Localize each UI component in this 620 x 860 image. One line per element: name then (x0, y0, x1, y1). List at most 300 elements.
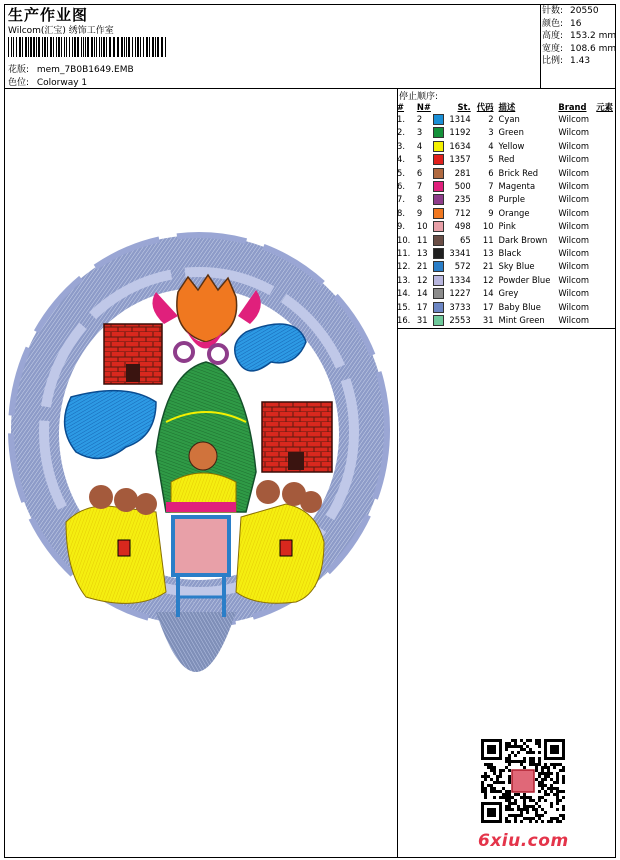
qr-module (502, 793, 505, 796)
qr-module (523, 805, 526, 808)
row-index: 9. (397, 221, 405, 232)
barcode-bar (106, 37, 107, 57)
qr-module (526, 745, 529, 748)
row-index: 1. (397, 114, 405, 124)
row-needle: 5 (416, 154, 423, 165)
qr-module (529, 739, 532, 742)
qr-module (553, 763, 556, 766)
qr-module (508, 781, 511, 784)
qr-module (532, 805, 535, 808)
row-brand: Wilcom (558, 315, 590, 326)
barcode-bar (113, 37, 115, 57)
qr-module (556, 808, 559, 811)
embroidery-design-image (6, 92, 396, 732)
qr-module (541, 814, 544, 817)
row-element (596, 180, 620, 193)
qr-module (538, 775, 541, 778)
stat-height: 高度: 153.2 mm (542, 31, 617, 42)
qr-module (499, 781, 502, 784)
barcode-bar (11, 37, 12, 57)
qr-module (556, 778, 559, 781)
qr-module (508, 769, 511, 772)
row-code: 2 (488, 114, 494, 124)
color-swatch (433, 247, 447, 260)
qr-module (487, 784, 490, 787)
color-swatch (433, 207, 447, 220)
row-needle: 8 (416, 194, 423, 205)
row-stitches: 281 (454, 167, 471, 178)
qr-module (496, 778, 499, 781)
qr-module (526, 811, 529, 814)
row-needle: 4 (416, 140, 423, 151)
row-element (596, 153, 620, 166)
row-element (596, 234, 620, 247)
qr-module (511, 760, 514, 763)
color-swatch (433, 301, 447, 314)
qr-module (544, 766, 547, 769)
qr-center-seal (512, 770, 534, 792)
barcode-bar (149, 37, 150, 57)
barcode-bar (42, 37, 43, 57)
qr-module (529, 799, 532, 802)
qr-module (550, 802, 553, 805)
row-brand: Wilcom (558, 207, 590, 218)
qr-module (529, 820, 532, 823)
row-element (596, 274, 620, 287)
table-row (397, 180, 620, 193)
row-description: Powder Blue (498, 274, 551, 285)
qr-module (514, 799, 517, 802)
qr-module (505, 760, 508, 763)
qr-module (523, 766, 526, 769)
qr-module (514, 745, 517, 748)
qr-module (535, 763, 538, 766)
barcode-bar (83, 37, 84, 57)
barcode-bar (94, 37, 95, 57)
row-stitches: 3341 (449, 248, 471, 259)
row-stitches: 1357 (449, 154, 471, 165)
qr-module (523, 757, 526, 760)
barcode-bar (25, 37, 27, 57)
qr-module (505, 748, 508, 751)
color-swatch (433, 220, 447, 233)
qr-module (550, 778, 553, 781)
qr-module (556, 796, 559, 799)
qr-module (508, 790, 511, 793)
row-index: 16. (397, 315, 411, 326)
row-stitches: 498 (454, 221, 471, 232)
row-stitches: 235 (454, 194, 471, 205)
row-description: Orange (498, 207, 530, 218)
colorway-value: Colorway 1 (36, 78, 88, 88)
qr-module (502, 769, 505, 772)
qr-module (529, 751, 532, 754)
row-description: Grey (498, 288, 519, 299)
qr-module (520, 814, 523, 817)
qr-module (484, 772, 487, 775)
qr-module (532, 808, 535, 811)
qr-module (529, 760, 532, 763)
barcode-bar (126, 37, 127, 57)
row-element (596, 287, 620, 300)
qr-module (559, 820, 562, 823)
col-brand: Brand (558, 101, 587, 112)
qr-module (520, 811, 523, 814)
row-code: 17 (482, 301, 494, 312)
qr-module (559, 790, 562, 793)
qr-module (544, 784, 547, 787)
qr-module (514, 814, 517, 817)
row-code: 3 (488, 127, 494, 138)
thread-color-swatch (433, 154, 444, 165)
row-element (596, 167, 620, 180)
qr-module (493, 769, 496, 772)
qr-module (523, 796, 526, 799)
qr-module (547, 772, 550, 775)
qr-module (493, 787, 496, 790)
row-description: Magenta (498, 181, 536, 192)
qr-module (493, 772, 496, 775)
thread-color-swatch (433, 181, 444, 192)
qr-module (520, 748, 523, 751)
qr-module (562, 790, 565, 793)
row-needle: 21 (416, 261, 428, 272)
qr-module (508, 760, 511, 763)
qr-module (562, 814, 565, 817)
row-stitches: 712 (454, 207, 471, 218)
color-swatch (433, 260, 447, 273)
qr-module (556, 790, 559, 793)
color-swatch (433, 113, 447, 126)
qr-module (523, 793, 526, 796)
qr-module (544, 763, 547, 766)
qr-module (535, 802, 538, 805)
qr-module (511, 739, 514, 742)
qr-module (499, 775, 502, 778)
qr-module (535, 739, 538, 742)
qr-module (559, 769, 562, 772)
row-needle: 10 (416, 221, 428, 232)
barcode-bar (85, 37, 86, 57)
row-description: Purple (498, 194, 525, 205)
qr-module (544, 793, 547, 796)
barcode-bar (16, 37, 17, 57)
qr-module (514, 802, 517, 805)
qr-module (538, 742, 541, 745)
qr-module (550, 817, 553, 820)
thread-color-swatch (433, 261, 444, 272)
qr-module (511, 808, 514, 811)
qr-module (487, 763, 490, 766)
qr-module (508, 775, 511, 778)
qr-module (523, 808, 526, 811)
row-index: 11. (397, 248, 411, 259)
qr-module (487, 775, 490, 778)
barcode-bar (132, 37, 133, 57)
row-needle: 6 (416, 167, 423, 178)
row-stitches: 2553 (449, 315, 471, 326)
design-file-value: mem_7B0B1649.EMB (36, 65, 134, 75)
row-index: 6. (397, 181, 405, 192)
qr-module (562, 769, 565, 772)
qr-module (547, 775, 550, 778)
qr-module (484, 763, 487, 766)
qr-module (511, 751, 514, 754)
barcode-bar (36, 37, 37, 57)
color-swatch (433, 287, 447, 300)
qr-module (538, 763, 541, 766)
barcode-bar (66, 37, 67, 57)
qr-module (508, 796, 511, 799)
qr-module (535, 811, 538, 814)
qr-module (538, 814, 541, 817)
row-stitches: 572 (454, 261, 471, 272)
qr-module (520, 739, 523, 742)
row-description: Dark Brown (498, 234, 548, 245)
barcode-bar (165, 37, 166, 57)
qr-module (490, 787, 493, 790)
qr-module (508, 757, 511, 760)
barcode-bar (124, 37, 125, 57)
row-index: 15. (397, 301, 411, 312)
qr-module (526, 751, 529, 754)
qr-module (490, 784, 493, 787)
qr-module (508, 820, 511, 823)
row-element (596, 301, 620, 314)
barcode-bar (44, 37, 46, 57)
qr-module (535, 820, 538, 823)
qr-module (496, 781, 499, 784)
qr-module (520, 760, 523, 763)
qr-module (538, 784, 541, 787)
qr-module (544, 775, 547, 778)
qr-module (556, 802, 559, 805)
qr-module (538, 805, 541, 808)
row-description: Cyan (498, 114, 520, 124)
qr-module (508, 814, 511, 817)
qr-module (523, 748, 526, 751)
qr-module (505, 805, 508, 808)
qr-module (505, 766, 508, 769)
qr-module (538, 760, 541, 763)
qr-module (562, 796, 565, 799)
seated-figures-left (66, 506, 166, 603)
qr-module (553, 817, 556, 820)
table-row (397, 314, 620, 327)
row-stitches: 500 (454, 181, 471, 192)
qr-module (523, 742, 526, 745)
qr-module (562, 766, 565, 769)
color-swatch (433, 153, 447, 166)
qr-module (553, 787, 556, 790)
qr-module (484, 778, 487, 781)
stats-divider (540, 4, 541, 88)
row-description: Sky Blue (498, 261, 535, 272)
barcode-bar (13, 37, 14, 57)
qr-module (535, 814, 538, 817)
qr-module (541, 778, 544, 781)
qr-module (523, 760, 526, 763)
row-index: 2. (397, 127, 405, 138)
row-brand: Wilcom (558, 234, 590, 245)
thread-color-swatch (433, 275, 444, 286)
qr-module (538, 790, 541, 793)
qr-module (508, 808, 511, 811)
color-swatch (433, 180, 447, 193)
qr-module (538, 751, 541, 754)
row-code: 12 (482, 274, 494, 285)
table-row (397, 287, 620, 300)
qr-module (526, 796, 529, 799)
table-row (397, 234, 620, 247)
barcode-bar (101, 37, 102, 57)
qr-module (553, 781, 556, 784)
qr-module (523, 817, 526, 820)
qr-module (508, 805, 511, 808)
row-code: 10 (482, 221, 494, 232)
barcode-bar (28, 37, 29, 57)
qr-module (526, 805, 529, 808)
header-divider (4, 88, 616, 89)
barcode-bar (61, 37, 62, 57)
qr-module (520, 820, 523, 823)
row-index: 13. (397, 274, 411, 285)
color-swatch (433, 234, 447, 247)
qr-module (523, 799, 526, 802)
qr-module (559, 799, 562, 802)
row-element (596, 314, 620, 327)
qr-module (508, 745, 511, 748)
thread-color-swatch (433, 302, 444, 313)
design-file-row (8, 62, 134, 75)
thread-color-swatch (433, 168, 444, 179)
row-brand: Wilcom (558, 248, 590, 259)
row-needle: 9 (416, 207, 423, 218)
qr-module (535, 778, 538, 781)
qr-module (505, 796, 508, 799)
qr-module (508, 802, 511, 805)
col-index: # (397, 101, 405, 112)
colorway-label: 色位: (8, 78, 30, 88)
stat-scale: 比例: 1.43 (542, 56, 591, 67)
qr-module (538, 745, 541, 748)
row-brand: Wilcom (558, 274, 590, 285)
row-code: 13 (482, 248, 494, 259)
barcode-bar (56, 37, 57, 57)
barcode-bar (50, 37, 52, 57)
qr-module (556, 817, 559, 820)
qr-module (559, 763, 562, 766)
qr-module (541, 796, 544, 799)
barcode-bar (47, 37, 48, 57)
qr-module (529, 796, 532, 799)
col-needle: N# (416, 101, 431, 112)
table-row (397, 113, 620, 126)
qr-module (562, 805, 565, 808)
row-index: 3. (397, 140, 405, 151)
qr-module (526, 739, 529, 742)
qr-module (481, 784, 484, 787)
design-file-label: 花版: (8, 65, 30, 75)
row-stitches: 1334 (449, 274, 471, 285)
qr-module (550, 763, 553, 766)
thread-color-swatch (433, 221, 444, 232)
qr-module (532, 763, 535, 766)
row-brand: Wilcom (558, 194, 590, 205)
row-needle: 31 (416, 315, 428, 326)
qr-module (484, 787, 487, 790)
barcode-bar (161, 37, 163, 57)
color-swatch (433, 193, 447, 206)
thread-color-swatch (433, 114, 444, 125)
barcode-bar (53, 37, 54, 57)
qr-module (493, 766, 496, 769)
row-code: 11 (482, 234, 494, 245)
row-code: 21 (482, 261, 494, 272)
table-row (397, 153, 620, 166)
qr-module (544, 778, 547, 781)
table-row (397, 207, 620, 220)
row-needle: 14 (416, 288, 428, 299)
row-stitches: 3733 (449, 301, 471, 312)
qr-module (505, 745, 508, 748)
row-description: Pink (498, 221, 516, 232)
qr-module (484, 790, 487, 793)
qr-module (538, 772, 541, 775)
barcode-bar (33, 37, 35, 57)
qr-module (556, 763, 559, 766)
color-swatch (433, 274, 447, 287)
qr-module (541, 781, 544, 784)
qr-module (508, 754, 511, 757)
row-index: 12. (397, 261, 411, 272)
col-description: 描述 (498, 101, 516, 112)
table-bottom-divider (397, 328, 616, 329)
barcode-bar (30, 37, 32, 57)
row-stitches: 1634 (449, 140, 471, 151)
row-brand: Wilcom (558, 301, 590, 312)
barcode-bar (109, 37, 111, 57)
row-code: 9 (488, 207, 494, 218)
row-code: 5 (488, 154, 494, 165)
thread-color-swatch (433, 248, 444, 259)
qr-module (550, 787, 553, 790)
qr-module (520, 808, 523, 811)
stop-sequence-title: 停止顺序: (399, 92, 439, 102)
barcode-image (8, 37, 168, 57)
qr-module (490, 778, 493, 781)
qr-module (505, 799, 508, 802)
row-description: Black (498, 248, 522, 259)
barcode-bar (146, 37, 148, 57)
barcode-bar (135, 37, 136, 57)
color-swatch (433, 167, 447, 180)
row-index: 5. (397, 167, 405, 178)
qr-module (496, 775, 499, 778)
color-swatch (433, 314, 447, 327)
qr-module (490, 763, 493, 766)
barcode-bar (69, 37, 70, 57)
row-needle: 17 (416, 301, 428, 312)
qr-module (541, 820, 544, 823)
qr-module (520, 763, 523, 766)
qr-module (538, 817, 541, 820)
qr-module (493, 796, 496, 799)
row-needle: 7 (416, 181, 423, 192)
thread-color-swatch (433, 315, 444, 326)
barcode-bar (155, 37, 156, 57)
row-brand: Wilcom (558, 127, 590, 138)
